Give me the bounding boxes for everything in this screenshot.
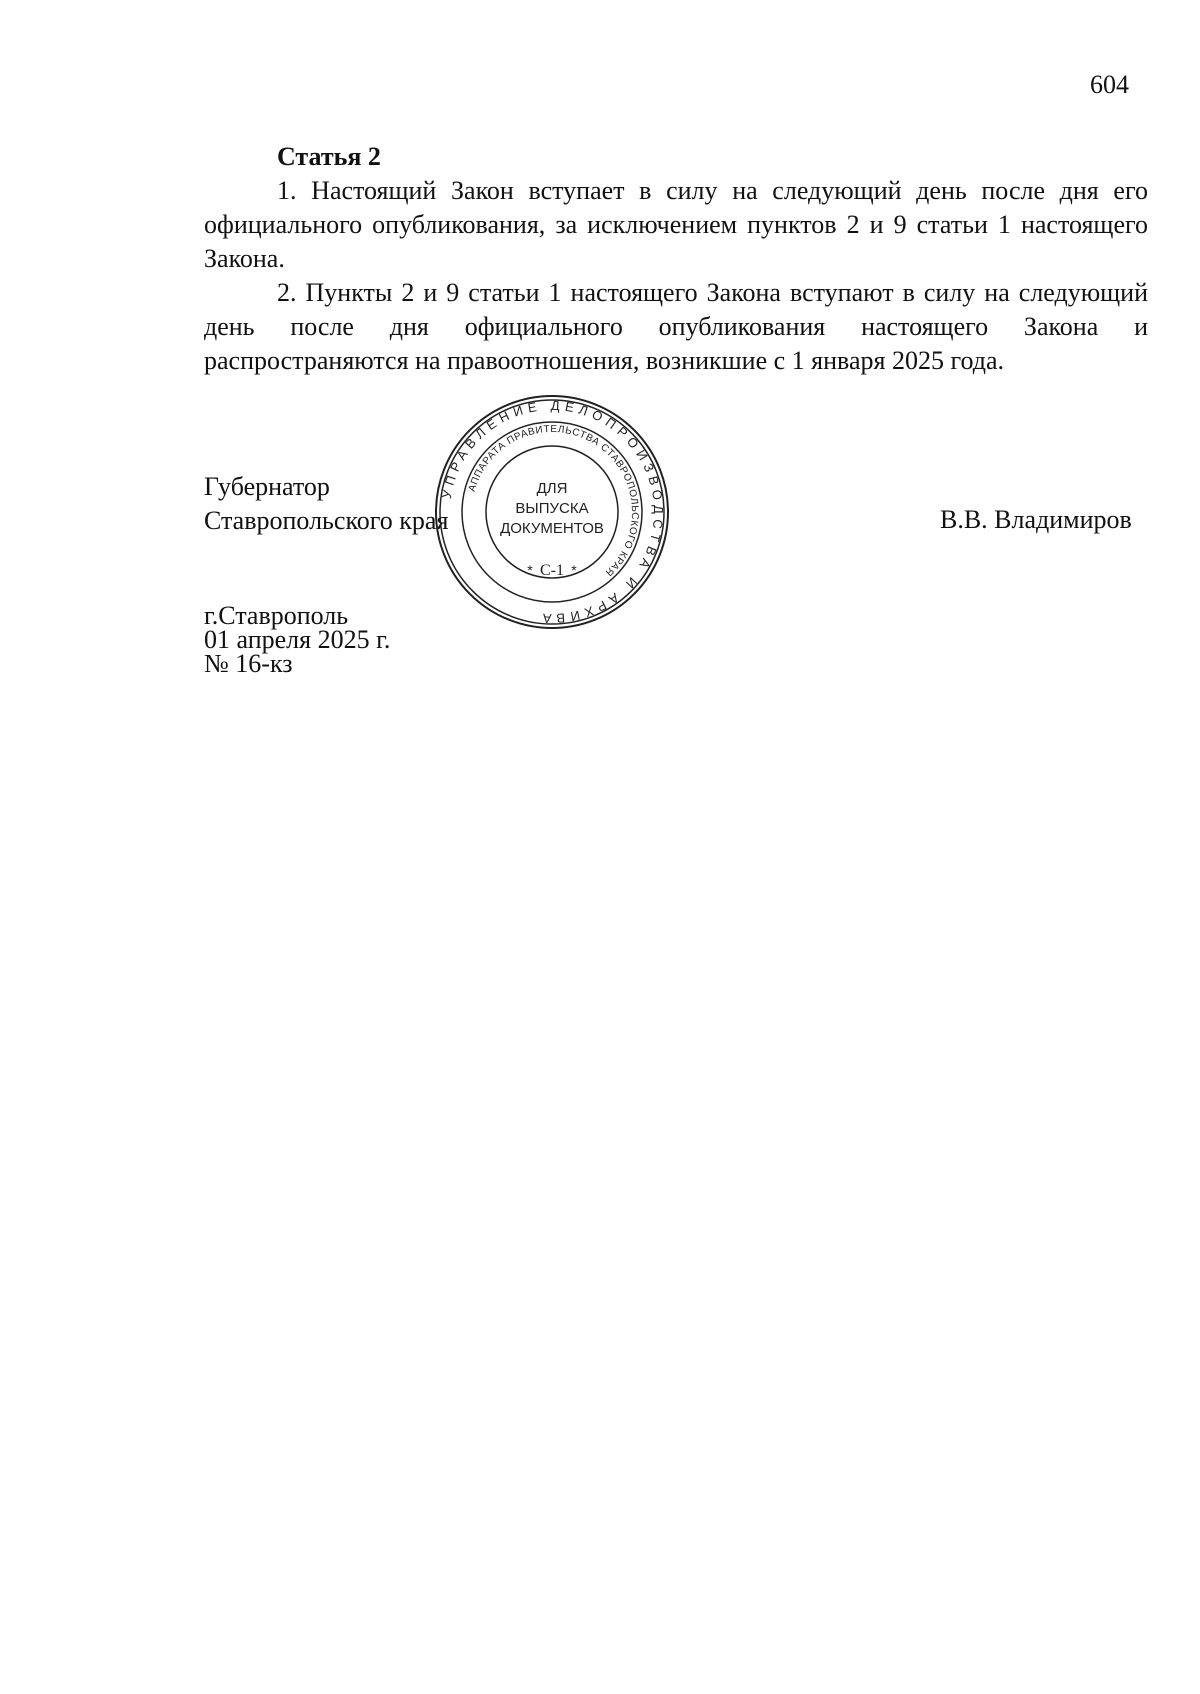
stamp-star-right: * <box>571 562 577 578</box>
page-number: 604 <box>1090 70 1129 99</box>
article-paragraph-1: 1. Настоящий Закон вступает в силу на следующий день после дня его официального опубликования, за исключением пунктов 2 и 9 статьи 1 настоящего Закона. <box>204 176 1148 273</box>
stamp-center-line-1: ДЛЯ <box>536 480 568 497</box>
article-title: Статья 2 <box>277 142 381 171</box>
signatory-title <box>204 470 448 538</box>
signatory-title-line-1: Губернатор <box>204 472 330 501</box>
stamp-star-left: * <box>527 562 533 578</box>
stamp-center-line-2: ВЫПУСКА <box>515 500 589 517</box>
city: г.Ставрополь <box>204 601 349 630</box>
date: 01 апреля 2025 г. <box>204 625 391 654</box>
stamp-code: С-1 <box>540 562 564 579</box>
law-number: № 16-кз <box>204 649 293 678</box>
article-paragraph-2: 2. Пункты 2 и 9 статьи 1 настоящего Закона вступают в силу на следующий день после дня официального опубликования настоящего Закона и распространяются на правоотношения, возникшие с 1 января 2025 года. <box>204 278 1148 375</box>
official-stamp <box>432 392 672 632</box>
stamp-center-line-3: ДОКУМЕНТОВ <box>500 520 604 537</box>
stamp-outer-text: УПРАВЛЕНИЕ ДЕЛОПРОИЗВОДСТВА И АРХИВА <box>438 397 667 627</box>
signatory-name: В.В. Владимиров <box>940 505 1132 534</box>
signatory-title-line-2: Ставропольского края <box>204 506 449 535</box>
place-date-number <box>204 601 391 678</box>
stamp-inner-ring-text: АППАРАТА ПРАВИТЕЛЬСТВА СТАВРОПОЛЬСКОГО КРАЯ <box>466 423 641 579</box>
article <box>204 140 1148 378</box>
